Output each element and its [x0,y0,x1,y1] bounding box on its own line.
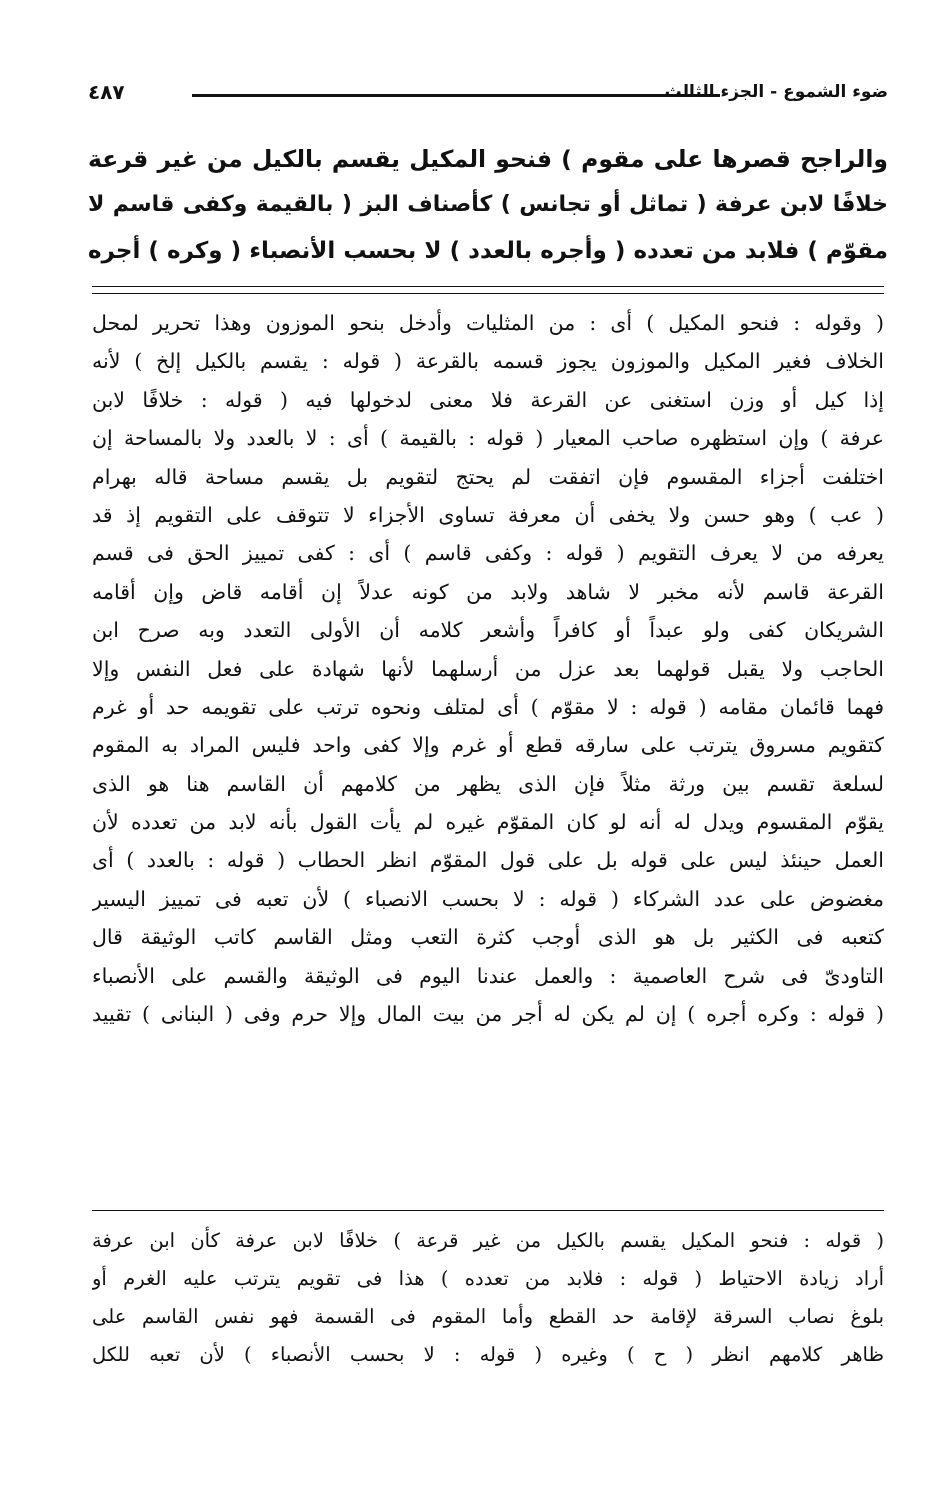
main-text-line: خلافًا لابن عرفة ( تماثل أو تجانس ) كأصناف البز ( بالقيمة وكفى قاسم لا [88,192,888,217]
commentary-line: ( قوله : وكره أجره ) إن لم يكن له أجر من بيت المال وإلا حرم وفى ( البنانى ) تقييد [92,1002,884,1027]
commentary-line: فهما قائمان مقامه ( قوله : لا مقوّم ) أى لمتلف ونحوه ترتب على تقويمه حد أو غرم [92,694,884,719]
footnote-line: ظاهر كلامهم انظر ( ح ) وغيره ( قوله : لا بحسب الأنصباء ) لأن تعبه للكل [92,1343,884,1366]
commentary-line: العمل حينئذ ليس على قوله بل على قول المقوّم انظر الحطاب ( قوله : بالعدد ) أى [92,848,884,873]
main-text-line: مقوّم ) فلابد من تعدده ( وأجره بالعدد ) لا بحسب الأنصباء ( وكره ) أجره [88,238,888,264]
commentary-line: اختلفت أجزاء المقسوم فإن اتفقت لم يحتج لتقويم بل يقسم مساحة قاله بهرام [92,464,884,489]
header-rule [192,94,720,97]
commentary-line: مغضوض على عدد الشركاء ( قوله : لا بحسب الانصباء ) لأن تعبه فى تمييز اليسير [92,886,884,911]
footnote-text [92,1222,884,1374]
commentary-line: الخلاف فغير المكيل والموزون يجوز قسمه بالقرعة ( قوله : يقسم بالكيل إلخ ) لأنه [92,349,884,374]
section-divider [92,286,884,294]
commentary-line: عرفة ) وإن استظهره صاحب المعيار ( قوله : بالقيمة ) أى : لا بالعدد ولا بالمساحة إن [92,426,884,451]
footnote-divider [92,1210,884,1211]
main-text [88,136,888,274]
commentary-line: كتعبه فى الكثير بل هو الذى أوجب كثرة التعب ومثل القاسم كاتب الوثيقة قال [92,925,884,950]
main-text-line: والراجح قصرها على مقوم ) فنحو المكيل يقسم بالكيل من غير قرعة [88,145,888,173]
commentary-line: التاودىّ فى شرح العاصمية : والعمل عندنا اليوم فى الوثيقة والقسم على الأنصباء [92,963,884,988]
commentary-line: القرعة قاسم لأنه مخبر لا شاهد ولابد من كونه عدلاً إن أقامه قاض وإن أقامه [92,579,884,604]
commentary-line: ( وقوله : فنحو المكيل ) أى : من المثليات وأدخل بنحو الموزون وهذا تحرير لمحل [92,311,884,335]
running-title: ضوء الشموع - الجزء الثالث [664,82,888,102]
commentary-line: يقوّم المقسوم ويدل له أنه لو كان المقوّم غيره لم يأت القول بأنه لابد من تعدده لأن [92,810,884,835]
footnote-line: ( قوله : فنحو المكيل يقسم بالكيل من غير قرعة ) خلافًا لابن عرفة كأن ابن عرفة [92,1229,884,1252]
commentary-line: ( عب ) وهو حسن ولا يخفى أن معرفة تساوى الأجزاء لا تتوقف على التقويم إذ قد [92,502,884,527]
commentary-line: الشريكان كفى ولو عبداً أو كافراً وأشعر كلامه أن الأولى التعدد وبه صرح ابن [92,618,884,643]
commentary-line: الحاجب ولا يقبل قولهما بعد عزل من أرسلهما لأنها شهادة على فعل النفس وإلا [92,656,884,681]
page-header [88,80,888,114]
commentary-line: يعرفه من لا يعرف التقويم ( قوله : وكفى قاسم ) أى : كفى تمييز الحق فى قسم [92,541,884,566]
footnote-line: أراد زيادة الاحتياط ( قوله : فلابد من تعدده ) هذا فى تقويم يترتب عليه الغرم أو [92,1267,884,1290]
commentary-line: لسلعة تقسم بين ورثة مثلاً فإن الذى يظهر من كلامهم أن القاسم هنا هو الذى [92,771,884,796]
commentary-line: إذا كيل أو وزن استغنى عن القرعة فلا معنى لدخولها فيه ( قوله : خلافًا لابن [92,387,884,412]
commentary-line: كتقويم مسروق يترتب على سارقه قطع أو غرم وإلا كفى واحد فليس المراد به المقوم [92,733,884,758]
commentary-text [92,304,884,1033]
footnote-line: بلوغ نصاب السرقة لإقامة حد القطع وأما المقوم فى القسمة فهو نفس القاسم على [92,1305,884,1328]
page-number: ٤٨٧ [88,80,125,104]
